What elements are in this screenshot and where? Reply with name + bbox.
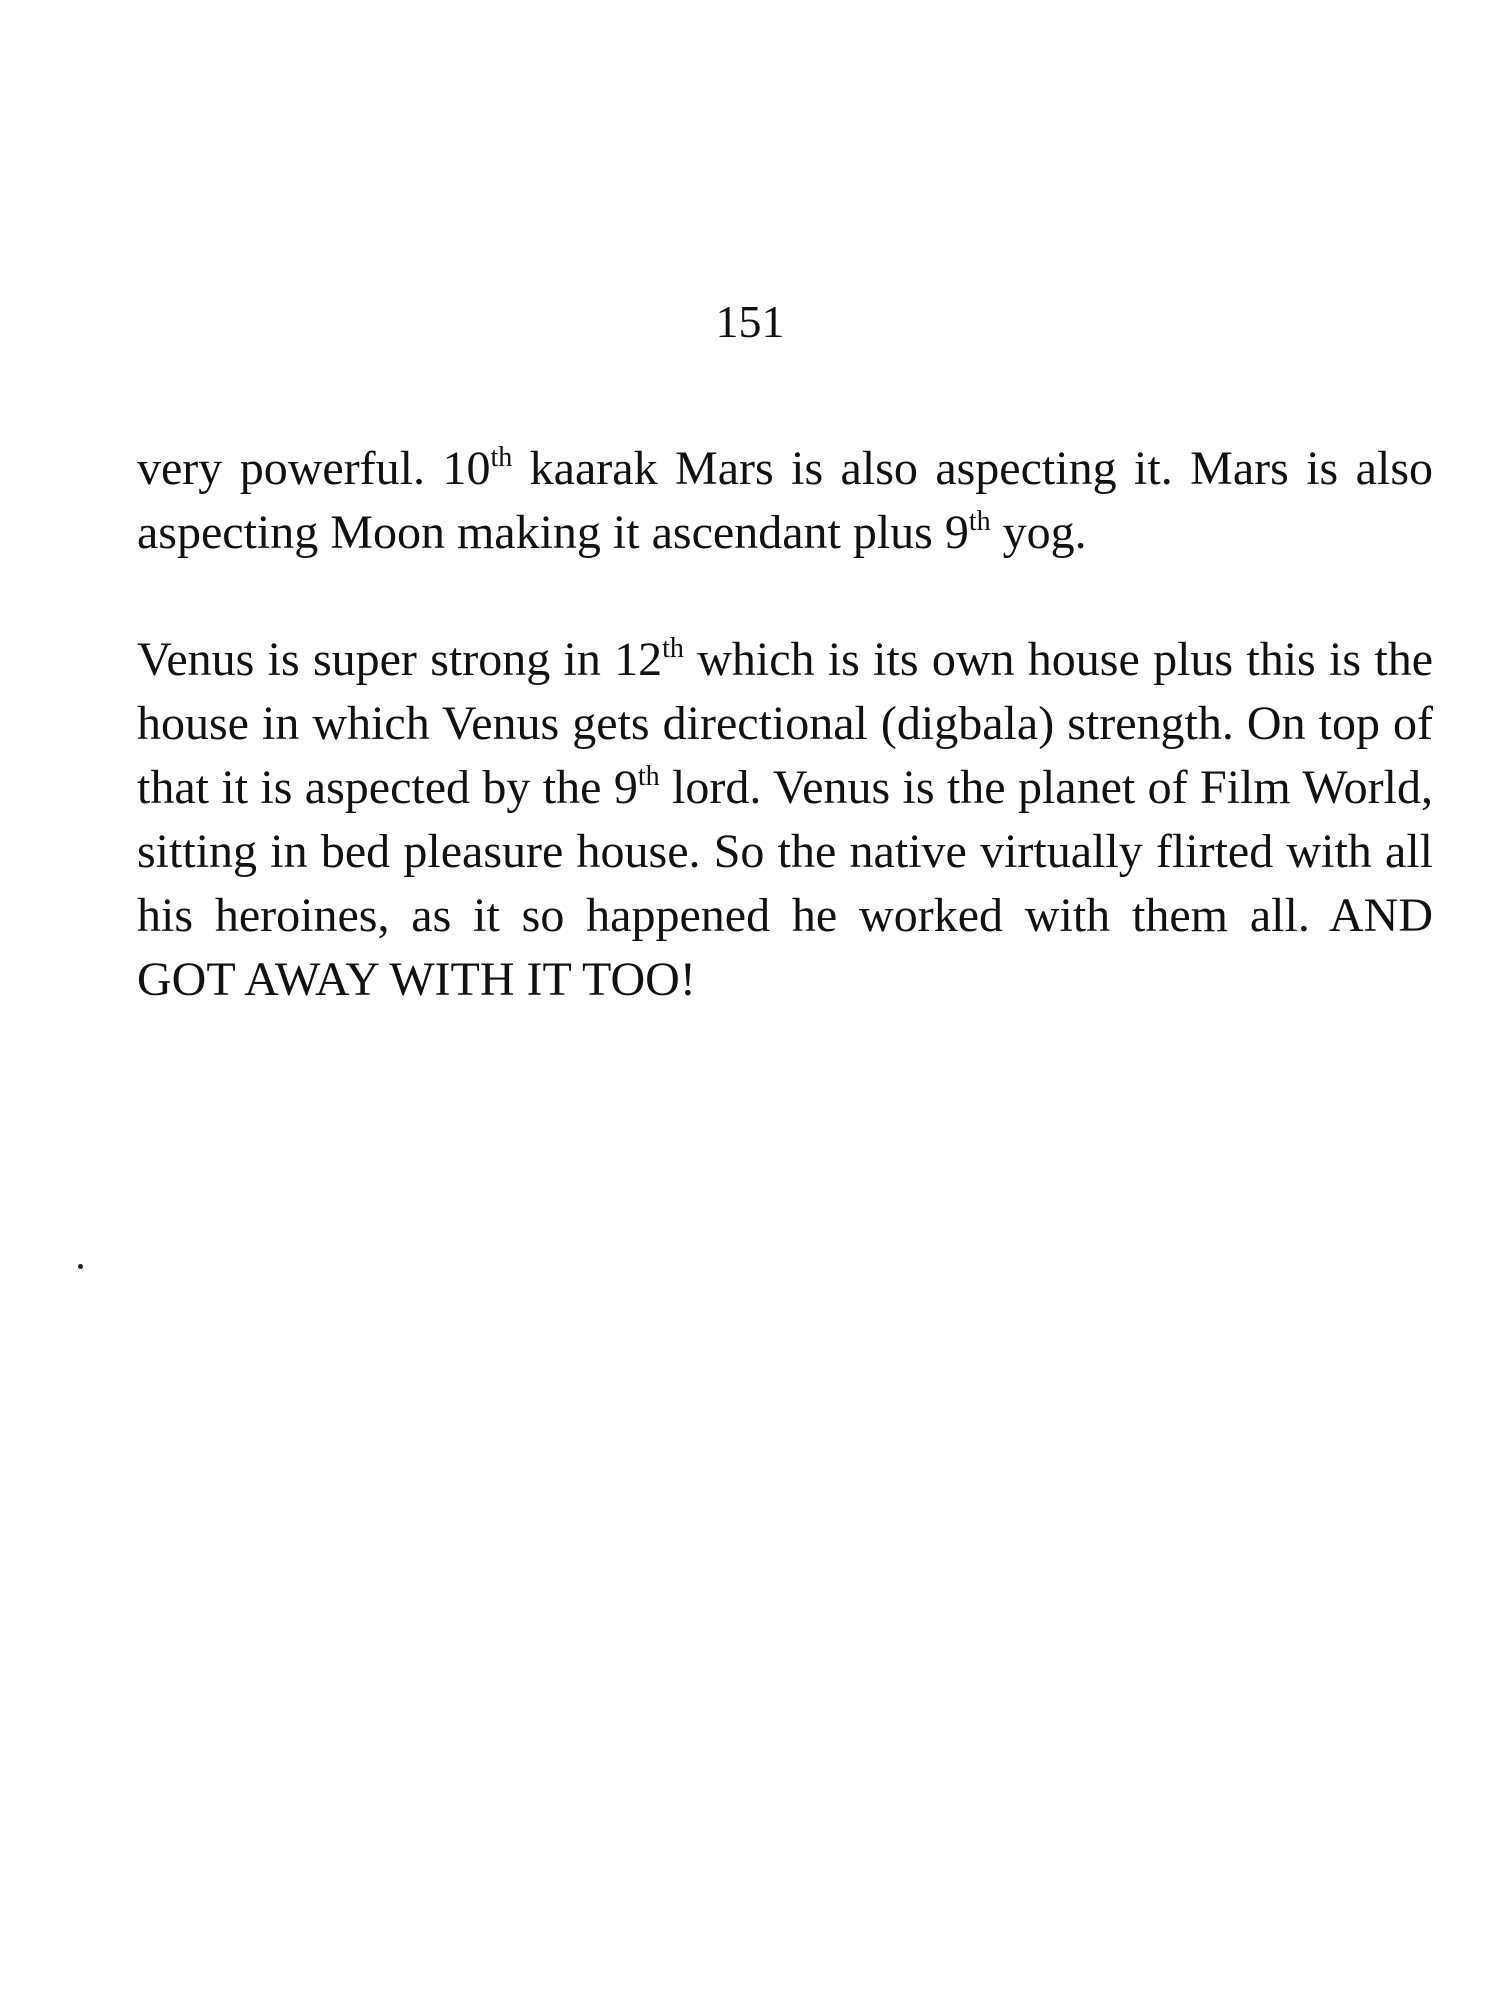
- paragraph-1-text-2: kaarak Mars is also aspecting it. Mars is also aspecting Moon making it ascendant plus 9: [137, 442, 1434, 559]
- scan-speck: [78, 1264, 83, 1269]
- page-number: 151: [715, 296, 785, 347]
- paragraph-2-text-3: lord. Venus is the planet of Film World, sitting in bed pleasure house. So the native virtually flirted with all his heroines, as it so happened he worked with them all. AND GOT AWAY WITH IT TOO!: [137, 761, 1433, 1006]
- ordinal-superscript: th: [490, 442, 513, 473]
- paragraph-1: [137, 437, 1433, 565]
- paragraph-2-text-2: which is its own house plus this is the house in which Venus gets directional (digbala) strength. On top of that it is aspected by the 9: [137, 633, 1433, 814]
- paragraph-2-text-1: Venus is super strong in 12: [137, 633, 663, 686]
- ordinal-superscript: th: [637, 761, 660, 792]
- paragraph-1-text-3: yog.: [990, 506, 1087, 559]
- paragraph-1-text-1: very powerful. 10: [137, 442, 491, 495]
- paragraph-2: [137, 628, 1433, 1012]
- ordinal-superscript: th: [662, 633, 684, 664]
- ordinal-superscript: th: [968, 506, 991, 537]
